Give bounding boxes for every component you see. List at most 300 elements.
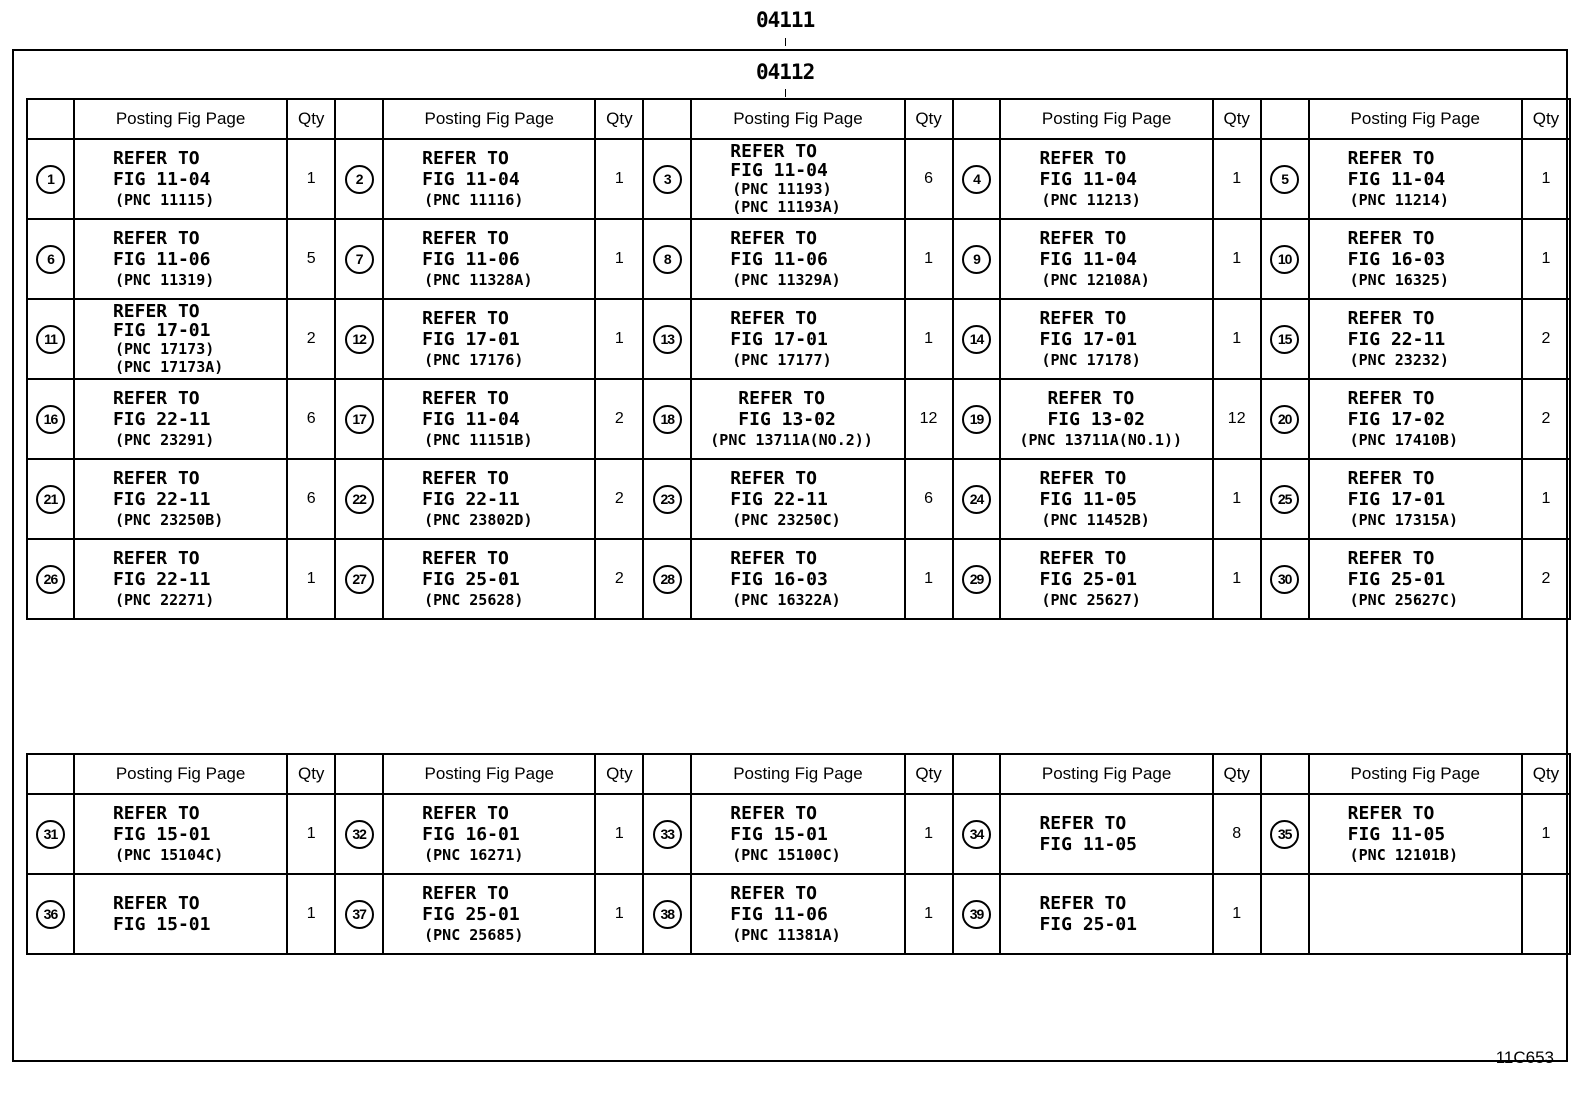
reference-cell: [1309, 794, 1522, 874]
pnc-reference: (PNC 16271): [424, 846, 524, 864]
reference-text: [384, 308, 594, 370]
refer-to-label: REFER TO: [1047, 388, 1135, 409]
item-number-cell: [643, 299, 691, 379]
item-number-callout: 24: [962, 485, 991, 514]
pnc-reference: (PNC 11214): [1349, 191, 1449, 209]
figure-reference: FIG 25-01: [1039, 569, 1138, 590]
header-posting-fig-page: Posting Fig Page: [383, 99, 595, 139]
header-qty: Qty: [595, 99, 643, 139]
reference-text: [1001, 813, 1211, 855]
quantity-cell: 1: [1522, 139, 1570, 219]
reference-text: [75, 228, 286, 290]
pnc-reference: (PNC 11452B): [1041, 511, 1150, 529]
quantity-cell: 1: [595, 794, 643, 874]
figure-reference: FIG 11-04: [1347, 169, 1446, 190]
refer-to-label: REFER TO: [112, 148, 200, 169]
figure-reference: FIG 11-04: [112, 169, 211, 190]
figure-reference: FIG 22-11: [112, 409, 211, 430]
reference-cell: [1309, 379, 1522, 459]
item-number-callout: 16: [36, 405, 65, 434]
quantity-cell: 1: [595, 139, 643, 219]
pnc-reference: (PNC 12108A): [1041, 271, 1150, 289]
refer-to-label: REFER TO: [1039, 468, 1127, 489]
item-number-cell: [953, 794, 1001, 874]
item-number-cell: [1261, 139, 1309, 219]
quantity-cell: 6: [905, 459, 953, 539]
reference-cell: [1309, 459, 1522, 539]
quantity-cell: 1: [1522, 219, 1570, 299]
item-number-callout: 13: [653, 325, 682, 354]
refer-to-label: REFER TO: [1039, 813, 1127, 834]
item-number-cell: [643, 139, 691, 219]
table-row: [27, 459, 1570, 539]
reference-text: [1310, 548, 1521, 610]
pnc-reference: (PNC 22271): [114, 591, 215, 609]
item-number-cell: [1261, 459, 1309, 539]
reference-text: [1310, 388, 1521, 450]
reference-cell: [74, 874, 287, 954]
quantity-cell: 2: [1522, 299, 1570, 379]
item-number-callout: 15: [1270, 325, 1299, 354]
refer-to-label: REFER TO: [730, 308, 817, 329]
figure-reference: FIG 15-01: [730, 824, 828, 845]
item-number-cell: [27, 299, 74, 379]
header-posting-fig-page: Posting Fig Page: [74, 99, 287, 139]
quantity-cell: 1: [1213, 539, 1261, 619]
item-number-cell: [953, 459, 1001, 539]
refer-to-label: REFER TO: [730, 228, 817, 249]
reference-cell: [1309, 139, 1522, 219]
quantity-cell: 1: [905, 299, 953, 379]
reference-text: [75, 468, 286, 530]
reference-cell: [1000, 219, 1212, 299]
reference-cell: [383, 299, 595, 379]
assembly-number-top: 04111: [756, 8, 815, 32]
quantity-cell: 6: [905, 139, 953, 219]
figure-reference: FIG 17-01: [422, 329, 520, 350]
item-number-callout: 9: [962, 245, 991, 274]
reference-text: [1001, 308, 1211, 370]
figure-reference: FIG 25-01: [1347, 569, 1446, 590]
quantity-cell: 1: [905, 874, 953, 954]
figure-reference: FIG 15-01: [112, 914, 211, 935]
reference-text: [692, 308, 903, 370]
table-row: [27, 379, 1570, 459]
figure-reference: FIG 22-11: [422, 489, 520, 510]
item-number-callout: 19: [962, 405, 991, 434]
item-number-cell: [335, 219, 383, 299]
quantity-cell: 2: [595, 379, 643, 459]
reference-table-1: [26, 98, 1571, 620]
reference-cell: [74, 219, 287, 299]
reference-cell: [691, 539, 904, 619]
item-number-callout: 38: [653, 900, 682, 929]
pnc-reference: (PNC 11193): [732, 180, 832, 198]
pnc-reference: (PNC 13711A(NO.2)): [710, 431, 873, 449]
refer-to-label: REFER TO: [1347, 228, 1435, 249]
reference-cell: [383, 379, 595, 459]
reference-text: [1001, 468, 1211, 530]
header-posting-fig-page: Posting Fig Page: [1000, 754, 1212, 794]
quantity-cell: 1: [1522, 794, 1570, 874]
refer-to-label: REFER TO: [112, 468, 200, 489]
figure-reference: FIG 25-01: [1039, 914, 1138, 935]
pnc-reference: (PNC 17410B): [1349, 431, 1458, 449]
reference-cell: [1000, 379, 1212, 459]
item-number-callout: 33: [653, 820, 682, 849]
item-number-callout: 6: [36, 245, 65, 274]
pnc-reference: (PNC 11381A): [732, 926, 841, 944]
item-number-callout: 4: [962, 165, 991, 194]
item-number-cell: [27, 539, 74, 619]
item-number-callout: 21: [36, 485, 65, 514]
item-number-callout: 39: [962, 900, 991, 929]
pnc-reference: (PNC 17177): [732, 351, 832, 369]
reference-text: [384, 803, 594, 865]
figure-reference: FIG 25-01: [422, 904, 520, 925]
reference-cell: [691, 874, 904, 954]
reference-cell: [74, 459, 287, 539]
reference-text: [384, 228, 594, 290]
pnc-reference: (PNC 25685): [424, 926, 524, 944]
header-qty: Qty: [1522, 99, 1570, 139]
table-row: [27, 219, 1570, 299]
quantity-cell: 1: [287, 539, 335, 619]
pnc-reference: (PNC 25628): [424, 591, 524, 609]
table-row: [27, 539, 1570, 619]
quantity-cell: 1: [287, 139, 335, 219]
quantity-cell: 1: [1213, 139, 1261, 219]
assembly-leader-top: [785, 38, 786, 46]
reference-text: [384, 883, 594, 945]
header-number-cell: [27, 99, 74, 139]
quantity-cell: 1: [1213, 299, 1261, 379]
reference-cell: [691, 794, 904, 874]
pnc-reference: (PNC 16322A): [732, 591, 841, 609]
refer-to-label: REFER TO: [730, 468, 817, 489]
item-number-callout: 34: [962, 820, 991, 849]
quantity-cell: 6: [287, 459, 335, 539]
refer-to-label: REFER TO: [1039, 148, 1127, 169]
pnc-reference: (PNC 15104C): [114, 846, 224, 864]
item-number-callout: 30: [1270, 565, 1299, 594]
header-posting-fig-page: Posting Fig Page: [1309, 754, 1522, 794]
figure-reference: FIG 11-04: [1039, 169, 1138, 190]
figure-reference: FIG 25-01: [422, 569, 520, 590]
figure-reference: FIG 22-11: [730, 489, 828, 510]
header-qty: Qty: [905, 754, 953, 794]
reference-cell: [1000, 459, 1212, 539]
reference-text: [692, 142, 903, 216]
reference-table-2: [26, 753, 1571, 955]
refer-to-label: REFER TO: [738, 388, 825, 409]
drawing-code: 11C653: [1495, 1048, 1554, 1067]
empty-cell: [1261, 874, 1309, 954]
item-number-callout: 20: [1270, 405, 1299, 434]
reference-cell: [691, 299, 904, 379]
item-number-cell: [643, 874, 691, 954]
assembly-leader-sub: [785, 89, 786, 97]
pnc-reference: (PNC 16325): [1349, 271, 1449, 289]
refer-to-label: REFER TO: [112, 228, 200, 249]
figure-reference: FIG 11-06: [730, 904, 828, 925]
quantity-cell: 12: [905, 379, 953, 459]
reference-text: [692, 803, 903, 865]
figure-reference: FIG 15-01: [112, 824, 211, 845]
reference-text: [75, 148, 286, 210]
figure-reference: FIG 11-04: [422, 169, 520, 190]
quantity-cell: 5: [287, 219, 335, 299]
header-number-cell: [953, 754, 1001, 794]
item-number-callout: 8: [653, 245, 682, 274]
item-number-callout: 11: [36, 325, 65, 354]
figure-reference: FIG 17-01: [1347, 489, 1446, 510]
refer-to-label: REFER TO: [1347, 148, 1435, 169]
item-number-cell: [643, 219, 691, 299]
header-qty: Qty: [595, 754, 643, 794]
refer-to-label: REFER TO: [730, 548, 817, 569]
reference-text: [1310, 148, 1521, 210]
header-qty: Qty: [1213, 99, 1261, 139]
reference-text: [384, 468, 594, 530]
figure-reference: FIG 13-02: [1047, 409, 1146, 430]
quantity-cell: 6: [287, 379, 335, 459]
pnc-reference: (PNC 11329A): [732, 271, 841, 289]
header-number-cell: [953, 99, 1001, 139]
pnc-reference: (PNC 13711A(NO.1)): [1019, 431, 1183, 449]
header-number-cell: [643, 99, 691, 139]
figure-reference: FIG 17-02: [1347, 409, 1446, 430]
reference-text: [692, 388, 903, 450]
figure-reference: FIG 11-04: [422, 409, 520, 430]
header-number-cell: [643, 754, 691, 794]
reference-text: [1310, 803, 1521, 865]
reference-cell: [1309, 219, 1522, 299]
item-number-cell: [335, 299, 383, 379]
pnc-reference: (PNC 11193A): [732, 198, 841, 216]
reference-cell: [691, 379, 904, 459]
item-number-cell: [643, 794, 691, 874]
item-number-callout: 18: [653, 405, 682, 434]
item-number-cell: [335, 379, 383, 459]
reference-text: [75, 302, 286, 376]
quantity-cell: 1: [287, 794, 335, 874]
header-qty: Qty: [287, 99, 335, 139]
header-posting-fig-page: Posting Fig Page: [383, 754, 595, 794]
item-number-callout: 22: [345, 485, 374, 514]
quantity-cell: 2: [595, 539, 643, 619]
pnc-reference: (PNC 23291): [114, 431, 215, 449]
reference-cell: [383, 219, 595, 299]
header-posting-fig-page: Posting Fig Page: [691, 754, 904, 794]
reference-text: [1310, 468, 1521, 530]
pnc-reference: (PNC 11328A): [424, 271, 533, 289]
item-number-callout: 23: [653, 485, 682, 514]
refer-to-label: REFER TO: [1347, 548, 1435, 569]
figure-reference: FIG 17-01: [112, 320, 211, 341]
item-number-callout: 36: [36, 900, 65, 929]
reference-cell: [691, 139, 904, 219]
item-number-cell: [335, 459, 383, 539]
reference-text: [75, 548, 286, 610]
item-number-callout: 17: [345, 405, 374, 434]
pnc-reference: (PNC 17176): [424, 351, 524, 369]
reference-cell: [383, 539, 595, 619]
reference-cell: [383, 459, 595, 539]
figure-reference: FIG 11-05: [1347, 824, 1446, 845]
quantity-cell: 12: [1213, 379, 1261, 459]
refer-to-label: REFER TO: [422, 228, 509, 249]
figure-reference: FIG 22-11: [112, 569, 211, 590]
quantity-cell: 1: [1522, 459, 1570, 539]
item-number-callout: 29: [962, 565, 991, 594]
refer-to-label: REFER TO: [730, 883, 817, 904]
quantity-cell: 1: [287, 874, 335, 954]
reference-text: [1001, 148, 1211, 210]
header-posting-fig-page: Posting Fig Page: [1309, 99, 1522, 139]
reference-cell: [1000, 794, 1212, 874]
item-number-cell: [335, 139, 383, 219]
item-number-cell: [27, 139, 74, 219]
item-number-cell: [1261, 299, 1309, 379]
item-number-cell: [27, 219, 74, 299]
quantity-cell: 2: [287, 299, 335, 379]
header-qty: Qty: [905, 99, 953, 139]
reference-cell: [1000, 139, 1212, 219]
figure-reference: FIG 17-01: [1039, 329, 1138, 350]
item-number-callout: 10: [1270, 245, 1299, 274]
item-number-callout: 28: [653, 565, 682, 594]
item-number-callout: 35: [1270, 820, 1299, 849]
quantity-cell: 1: [1213, 459, 1261, 539]
refer-to-label: REFER TO: [1347, 803, 1435, 824]
item-number-callout: 2: [345, 165, 374, 194]
reference-text: [1310, 228, 1521, 290]
refer-to-label: REFER TO: [112, 548, 200, 569]
refer-to-label: REFER TO: [1347, 308, 1435, 329]
item-number-cell: [1261, 539, 1309, 619]
quantity-cell: 1: [1213, 874, 1261, 954]
figure-reference: FIG 11-06: [112, 249, 211, 270]
refer-to-label: REFER TO: [422, 883, 509, 904]
pnc-reference: (PNC 25627): [1041, 591, 1141, 609]
item-number-cell: [643, 459, 691, 539]
item-number-cell: [643, 379, 691, 459]
refer-to-label: REFER TO: [730, 803, 817, 824]
item-number-cell: [335, 539, 383, 619]
item-number-callout: 12: [345, 325, 374, 354]
reference-cell: [74, 139, 287, 219]
figure-reference: FIG 11-04: [1039, 249, 1138, 270]
pnc-reference: (PNC 12101B): [1349, 846, 1458, 864]
quantity-cell: 2: [595, 459, 643, 539]
item-number-cell: [1261, 379, 1309, 459]
reference-cell: [74, 539, 287, 619]
figure-reference: FIG 22-11: [112, 489, 211, 510]
refer-to-label: REFER TO: [730, 141, 817, 162]
reference-cell: [383, 874, 595, 954]
figure-reference: FIG 11-04: [730, 160, 828, 181]
quantity-cell: 2: [1522, 539, 1570, 619]
quantity-cell: 1: [905, 794, 953, 874]
empty-cell: [1309, 874, 1522, 954]
pnc-reference: (PNC 25627C): [1349, 591, 1458, 609]
reference-text: [692, 548, 903, 610]
quantity-cell: 1: [905, 219, 953, 299]
pnc-reference: (PNC 11115): [114, 191, 215, 209]
item-number-callout: 27: [345, 565, 374, 594]
reference-text: [1310, 308, 1521, 370]
figure-reference: FIG 22-11: [1347, 329, 1446, 350]
reference-text: [75, 803, 286, 865]
refer-to-label: REFER TO: [1347, 468, 1435, 489]
figure-reference: FIG 11-06: [422, 249, 520, 270]
header-number-cell: [335, 754, 383, 794]
quantity-cell: 1: [1213, 219, 1261, 299]
figure-reference: FIG 11-05: [1039, 489, 1138, 510]
refer-to-label: REFER TO: [1039, 893, 1127, 914]
reference-cell: [691, 459, 904, 539]
pnc-reference: (PNC 17173A): [114, 358, 224, 376]
pnc-reference: (PNC 23250C): [732, 511, 841, 529]
empty-cell: [1522, 874, 1570, 954]
reference-cell: [74, 299, 287, 379]
pnc-reference: (PNC 17173): [114, 340, 215, 358]
item-number-callout: 3: [653, 165, 682, 194]
header-row: [27, 754, 1570, 794]
item-number-cell: [643, 539, 691, 619]
refer-to-label: REFER TO: [422, 308, 509, 329]
item-number-callout: 1: [36, 165, 65, 194]
reference-text: [384, 388, 594, 450]
reference-text: [1001, 228, 1211, 290]
item-number-cell: [27, 794, 74, 874]
header-qty: Qty: [1213, 754, 1261, 794]
header-number-cell: [27, 754, 74, 794]
item-number-cell: [1261, 219, 1309, 299]
header-number-cell: [335, 99, 383, 139]
refer-to-label: REFER TO: [422, 148, 509, 169]
reference-text: [692, 883, 903, 945]
refer-to-label: REFER TO: [1347, 388, 1435, 409]
reference-cell: [691, 219, 904, 299]
header-row: [27, 99, 1570, 139]
figure-reference: FIG 11-06: [730, 249, 828, 270]
header-number-cell: [1261, 754, 1309, 794]
figure-reference: FIG 16-03: [730, 569, 828, 590]
figure-reference: FIG 13-02: [738, 409, 836, 430]
pnc-reference: (PNC 17315A): [1349, 511, 1458, 529]
header-number-cell: [1261, 99, 1309, 139]
refer-to-label: REFER TO: [1039, 228, 1127, 249]
pnc-reference: (PNC 11151B): [424, 431, 533, 449]
refer-to-label: REFER TO: [1039, 548, 1127, 569]
refer-to-label: REFER TO: [112, 301, 200, 322]
reference-text: [384, 548, 594, 610]
reference-cell: [1309, 539, 1522, 619]
reference-cell: [1000, 539, 1212, 619]
refer-to-label: REFER TO: [422, 468, 509, 489]
pnc-reference: (PNC 15100C): [732, 846, 841, 864]
refer-to-label: REFER TO: [112, 803, 200, 824]
pnc-reference: (PNC 23250B): [114, 511, 224, 529]
header-posting-fig-page: Posting Fig Page: [691, 99, 904, 139]
item-number-cell: [27, 459, 74, 539]
item-number-cell: [1261, 794, 1309, 874]
header-posting-fig-page: Posting Fig Page: [1000, 99, 1212, 139]
item-number-cell: [27, 874, 74, 954]
reference-cell: [1309, 299, 1522, 379]
